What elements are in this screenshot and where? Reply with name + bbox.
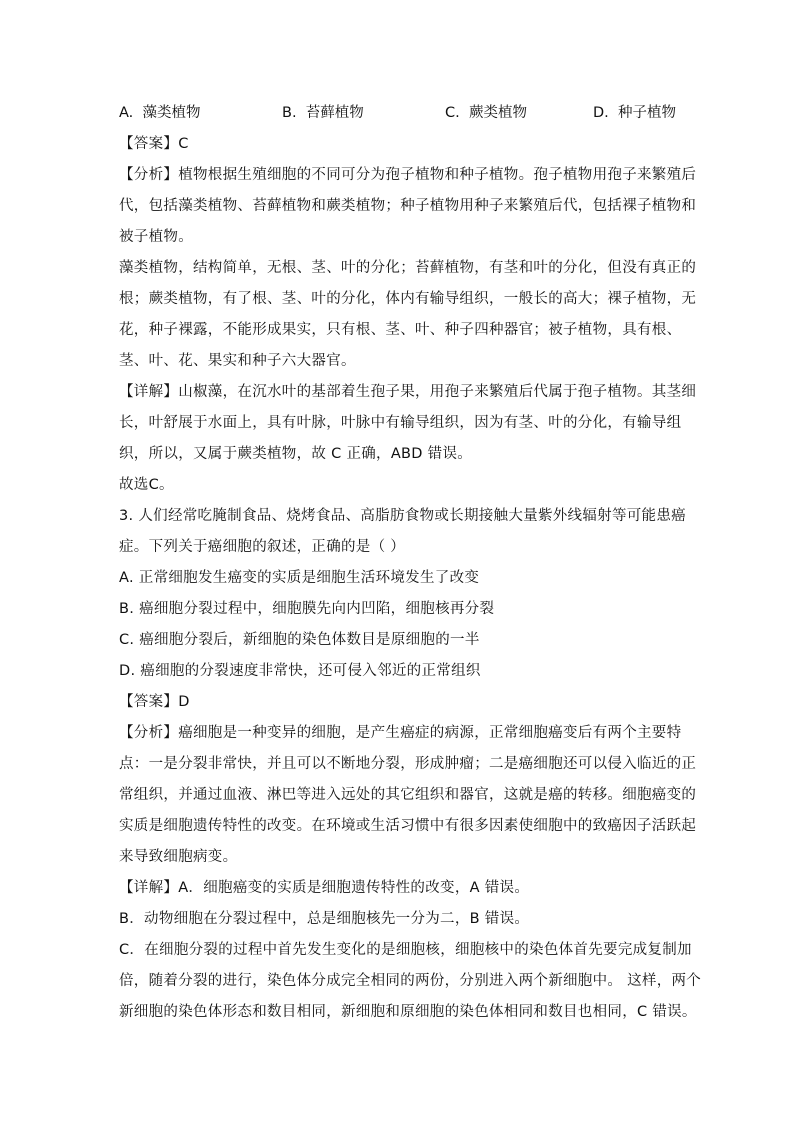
- q3-option-c: C. 癌细胞分裂后，新细胞的染色体数目是原细胞的一半: [119, 632, 480, 648]
- q2-option-a: [119, 103, 201, 123]
- q2-option-b: [282, 103, 364, 123]
- q2-analysis-line: 根；蕨类植物，有了根、茎、叶的分化，体内有输导组织，一般长的高大；裸子植物，无: [119, 291, 697, 307]
- q3-answer: 【答案】D: [119, 694, 190, 710]
- q2-detail-line: 长，叶舒展于水面上，具有叶脉，叶脉中有输导组织，因为有茎、叶的分化，有输导组: [119, 415, 682, 431]
- option-letter: A.: [119, 105, 134, 121]
- option-letter: B.: [282, 105, 297, 121]
- q2-analysis-line: 花，种子裸露，不能形成果实，只有根、茎、叶、种子四种器官；被子植物，具有根、: [119, 322, 682, 338]
- q3-detail-line: 【详解】A．细胞癌变的实质是细胞遗传特性的改变，A 错误。: [119, 880, 530, 896]
- q3-option-d: D. 癌细胞的分裂速度非常快，还可侵入邻近的正常组织: [119, 663, 481, 679]
- option-letter: C.: [445, 105, 460, 121]
- q2-analysis-line: 茎、叶、花、果实和种子六大器官。: [119, 353, 356, 369]
- q3-option-a: A. 正常细胞发生癌变的实质是细胞生活环境发生了改变: [119, 570, 480, 586]
- option-letter: D.: [593, 105, 609, 121]
- q2-detail-line: 织，所以，又属于蕨类植物，故 C 正确，ABD 错误。: [119, 446, 473, 462]
- option-text: 种子植物: [618, 105, 676, 121]
- q2-analysis-line: 藻类植物，结构简单，无根、茎、叶的分化；苔藓植物，有茎和叶的分化，但没有真正的: [119, 260, 697, 276]
- q3-stem-line: 3. 人们经常吃腌制食品、烧烤食品、高脂肪食物或长期接触大量紫外线辐射等可能患癌: [119, 508, 686, 524]
- q3-option-b: B. 癌细胞分裂过程中，细胞膜先向内凹陷，细胞核再分裂: [119, 601, 495, 617]
- q2-analysis-line: 代，包括藻类植物、苔藓植物和蕨类植物；种子植物用种子来繁殖后代，包括裸子植物和: [119, 198, 697, 214]
- q3-detail-line: 倍，随着分裂的进行，染色体分成完全相同的两份，分别进入两个新细胞中。 这样，两个: [119, 973, 702, 989]
- q3-stem-line: 症。下列关于癌细胞的叙述，正确的是（ ）: [119, 539, 406, 555]
- q3-detail-line: 新细胞的染色体形态和数目相同，新细胞和原细胞的染色体相同和数目也相同，C 错误。: [119, 1004, 697, 1020]
- q2-answer: 【答案】C: [119, 136, 189, 152]
- option-text: 藻类植物: [142, 105, 201, 121]
- q3-analysis-line: 来导致细胞病变。: [119, 849, 238, 865]
- q3-analysis-line: 实质是细胞遗传特性的改变。在环境或生活习惯中有很多因素使细胞中的致癌因子活跃起: [119, 818, 697, 834]
- q2-analysis-line: 被子植物。: [119, 229, 193, 245]
- q2-option-d: [593, 103, 676, 123]
- q2-conclusion: 故选C。: [119, 477, 174, 493]
- q2-analysis-line: 【分析】植物根据生殖细胞的不同可分为孢子植物和种子植物。孢子植物用孢子来繁殖后: [119, 167, 697, 183]
- q3-analysis-line: 点：一是分裂非常快，并且可以不断地分裂，形成肿瘤；二是癌细胞还可以侵入临近的正: [119, 756, 697, 772]
- q2-detail-line: 【详解】山椒藻，在沉水叶的基部着生孢子果，用孢子来繁殖后代属于孢子植物。其茎细: [119, 384, 697, 400]
- q3-analysis-line: 【分析】癌细胞是一种变异的细胞，是产生癌症的病源，正常细胞癌变后有两个主要特: [119, 725, 682, 741]
- q3-detail-line: C．在细胞分裂的过程中首先发生变化的是细胞核，细胞核中的染色体首先要完成复制加: [119, 942, 692, 958]
- option-text: 苔藓植物: [305, 105, 364, 121]
- q3-analysis-line: 常组织，并通过血液、淋巴等进入远处的其它组织和器官，这就是癌的转移。细胞癌变的: [119, 787, 697, 803]
- q2-option-c: [445, 103, 527, 123]
- q3-detail-line: B．动物细胞在分裂过程中，总是细胞核先一分为二，B 错误。: [119, 911, 530, 927]
- option-text: 蕨类植物: [468, 105, 527, 121]
